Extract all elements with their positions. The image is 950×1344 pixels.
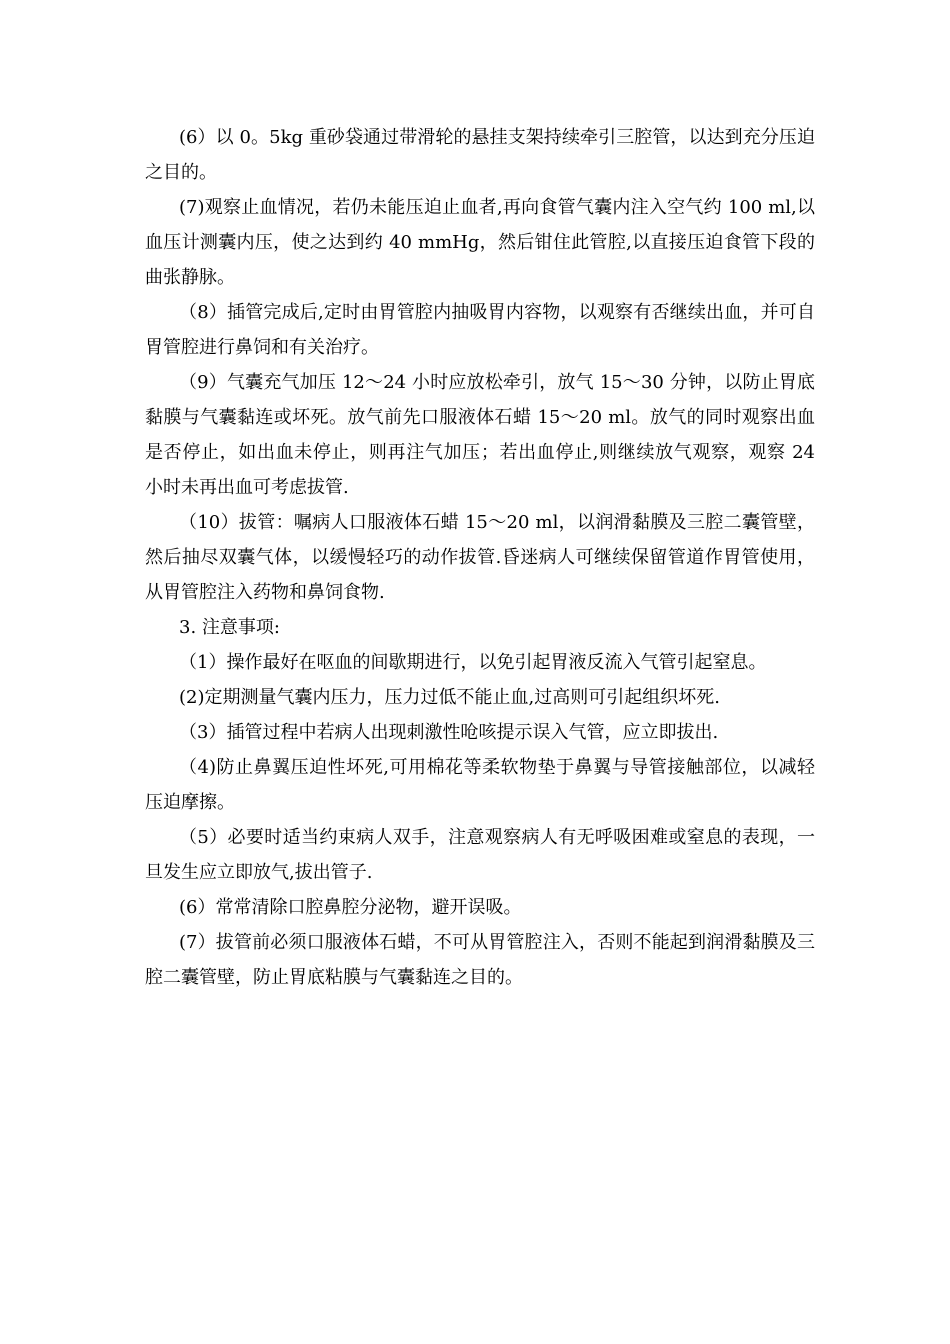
paragraph-step-10: （10）拔管：嘱病人口服液体石蜡 15～20 ml，以润滑黏膜及三腔二囊管壁，然后抽尽双囊气体，以缓慢轻巧的动作拔管.昏迷病人可继续保留管道作胃管使用，从胃管腔注入药物和鼻饲食物. <box>145 512 815 603</box>
precaution-item-3: （3）插管过程中若病人出现刺激性呛咳提示误入气管，应立即拔出. <box>179 722 719 743</box>
precaution-item-6: (6）常常清除口腔鼻腔分泌物，避开误吸。 <box>179 897 522 918</box>
precaution-item-7: (7）拔管前必须口服液体石蜡，不可从胃管腔注入，否则不能起到润滑黏膜及三腔二囊管壁，防止胃底粘膜与气囊黏连之目的。 <box>145 932 815 988</box>
paragraph-step-9: （9）气囊充气加压 12～24 小时应放松牵引，放气 15～30 分钟，以防止胃底黏膜与气囊黏连或坏死。放气前先口服液体石蜡 15～20 ml。放气的同时观察出血是否停止，如出血未停止，则再注气加压；若出血停止,则继续放气观察，观察 24 小时未再出血可考虑拔管. <box>145 372 815 498</box>
precaution-item-4: （4)防止鼻翼压迫性坏死,可用棉花等柔软物垫于鼻翼与导管接触部位，以减轻压迫摩擦。 <box>145 757 815 813</box>
paragraph-step-8: （8）插管完成后,定时由胃管腔内抽吸胃内容物，以观察有否继续出血，并可自胃管腔进行鼻饲和有关治疗。 <box>145 302 815 358</box>
section-heading-precautions: 3. 注意事项: <box>179 617 280 638</box>
document-page <box>145 120 815 995</box>
precaution-item-2: (2)定期测量气囊内压力，压力过低不能止血,过高则可引起组织坏死. <box>179 687 720 708</box>
paragraph-step-6: (6）以 0。5kg 重砂袋通过带滑轮的悬挂支架持续牵引三腔管，以达到充分压迫之目的。 <box>145 127 815 183</box>
precaution-item-5: （5）必要时适当约束病人双手，注意观察病人有无呼吸困难或窒息的表现，一旦发生应立即放气,拔出管子. <box>145 827 815 883</box>
precaution-item-1: （1）操作最好在呕血的间歇期进行，以免引起胃液反流入气管引起窒息。 <box>179 652 767 673</box>
paragraph-step-7: (7)观察止血情况，若仍未能压迫止血者,再向食管气囊内注入空气约 100 ml,以血压计测囊内压，使之达到约 40 mmHg，然后钳住此管腔,以直接压迫食管下段的曲张静脉。 <box>145 197 815 288</box>
